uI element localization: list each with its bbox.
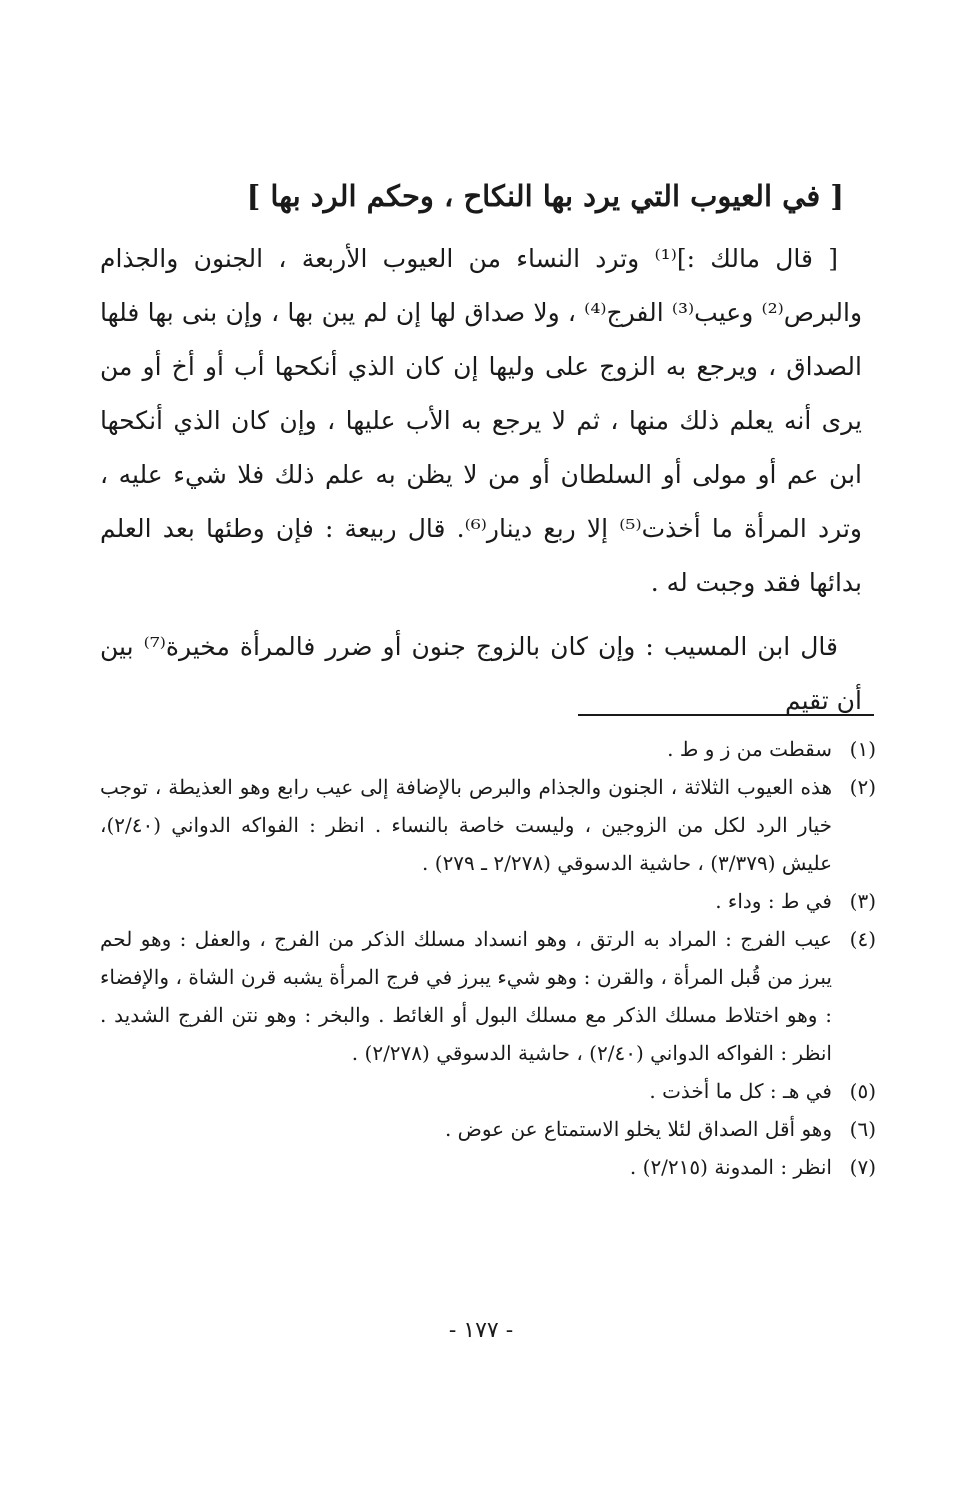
footnote-text: انظر : المدونة (٢/٢١٥) . — [629, 1155, 832, 1179]
footnote-number: (٤) — [849, 927, 876, 951]
footnote-text: في ط : وداء . — [715, 889, 832, 913]
footnote-text: سقطت من ز و ط . — [667, 737, 832, 761]
footnote-number: (٧) — [849, 1155, 876, 1179]
footnote-number: (٢) — [849, 775, 876, 799]
footnote-number: (٥) — [849, 1079, 876, 1103]
footnote-item — [100, 1148, 876, 1186]
footnote-item — [100, 920, 876, 1072]
footnote-number: (١) — [849, 737, 876, 761]
footnote-text: هذه العيوب الثلاثة ، الجنون والجذام والبرص بالإضافة إلى عيب رابع وهو العذيطة ، توجب خيار الرد لكل من الزوجين ، وليست خاصة بالنساء . انظر : الفواكه الدواني (٢/٤٠)، عليش (٣/٣٧٩) ، حاشية الدسوقي (٢/٢٧٨ ـ ٢٧٩) . — [100, 775, 832, 875]
paragraph-malik: [ قال مالك :]⁽¹⁾ وترد النساء من العيوب الأربعة ، الجنون والجذام والبرص⁽²⁾ وعيب⁽³⁾ الفرج⁽⁴⁾ ، ولا صداق لها إن لم يبن بها ، وإن بنى بها فلها الصداق ، ويرجع به الزوج على وليها إن كان الذي أنكحها أب أو أخ أو من يرى أنه يعلم ذلك منها ، ثم لا يرجع به الأب عليها ، وإن كان الذي أنكحها ابن عم أو مولى أو السلطان أو من لا يظن به علم ذلك فلا شيء عليه ، وترد المرأة ما أخذت⁽⁵⁾ إلا ربع دينار⁽⁶⁾. قال ربيعة : فإن وطئها بعد العلم بدائها فقد وجبت له . — [100, 244, 863, 597]
footnote-text: وهو أقل الصداق لئلا يخلو الاستمتاع عن عوض . — [444, 1117, 832, 1141]
footnote-item — [100, 1110, 876, 1148]
footnote-item — [100, 1072, 876, 1110]
footnote-number: (٦) — [849, 1117, 876, 1141]
footnote-text: في هـ : كل ما أخذت . — [649, 1079, 832, 1103]
footnote-item — [100, 730, 876, 768]
footnote-item — [100, 882, 876, 920]
footnote-number: (٣) — [849, 889, 876, 913]
footnotes — [100, 730, 876, 1186]
page-number: - ١٧٧ - — [448, 1318, 514, 1343]
footnote-item — [100, 768, 876, 882]
footnote-text: عيب الفرج : المراد به الرتق ، وهو انسداد مسلك الذكر من الفرج ، والعفل : وهو لحم يبرز من قُبل المرأة ، والقرن : وهو شيء يبرز في فرج المرأة يشبه قرن الشاة ، والإفضاء : وهو اختلاط مسلك الذكر مع مسلك البول أو الغائط . والبخر : وهو نتن الفرج الشديد . انظر : الفواكه الدواني (٢/٤٠) ، حاشية الدسوقي (٢/٢٧٨) . — [100, 927, 832, 1065]
footnote-divider — [578, 714, 874, 716]
section-heading: [ في العيوب التي يرد بها النكاح ، وحكم الرد بها ] — [246, 179, 844, 213]
paragraph-ibn-musayyib: قال ابن المسيب : وإن كان بالزوج جنون أو ضرر فالمرأة مخيرة⁽⁷⁾ بين أن تقيم — [100, 632, 862, 715]
main-text — [100, 232, 862, 728]
